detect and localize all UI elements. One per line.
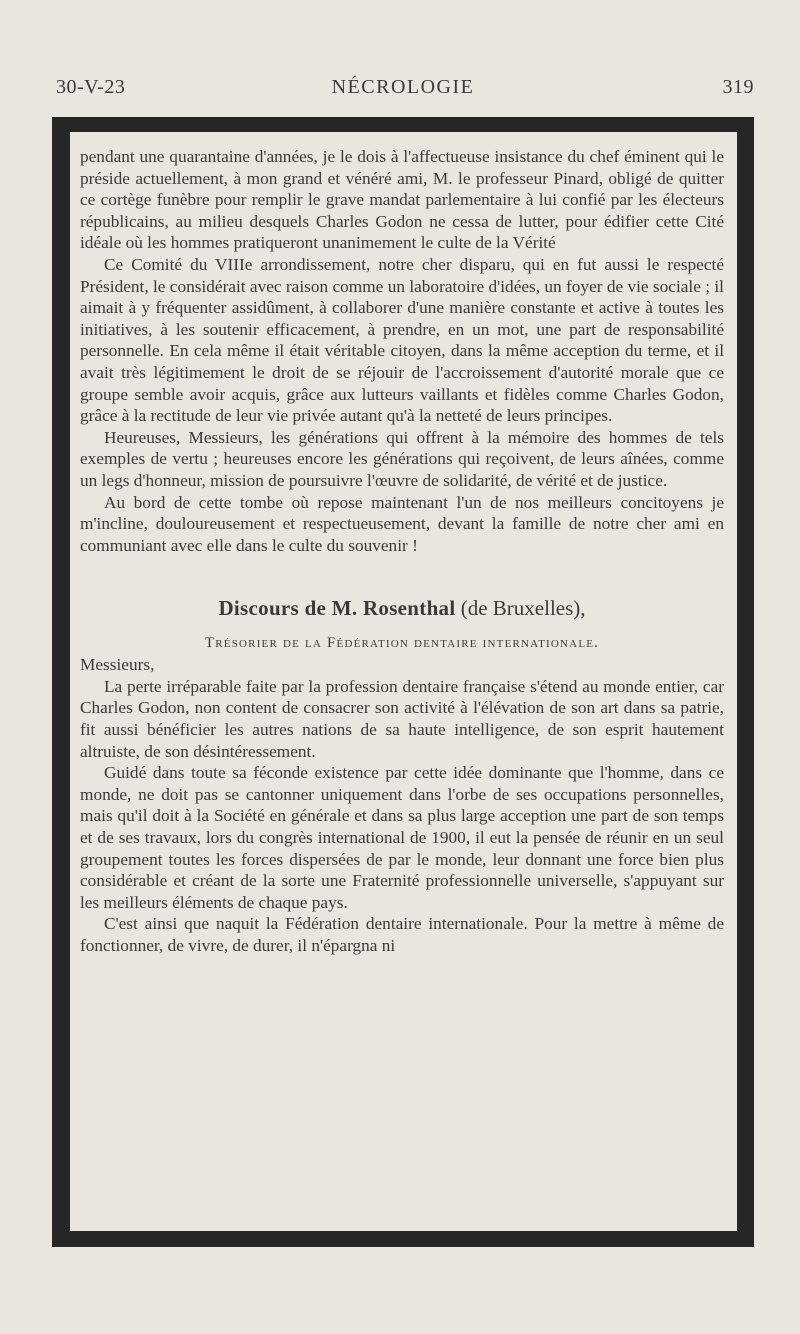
paragraph: Guidé dans toute sa féconde existence par cette idée dominante que l'homme, dans ce monde, ne doit pas se cantonner uniquement dans l'orbe de ses occupations personnelles, mais qu'il doit à la Société en générale et dans sa plus large acception une part de son temps et de ses travaux, lors du congrès international de 1900, il eut la pensée de réunir en un seul groupement toutes les forces dispersées de par le monde, leur donnant une force bien plus considérable et créant de la sorte une Fraternité professionnelle universelle, s'appuyant sur les meilleurs éléments de chaque pays. [80,763,724,912]
paragraph: Heureuses, Messieurs, les générations qui offrent à la mémoire des hommes de tels exemples de vertu ; heureuses encore les générations qui reçoivent, de leurs aînées, comme un legs d'honneur, mission de poursuivre l'œuvre de solidarité, de vérité et de justice. [80,427,724,490]
header-date: 30-V-23 [56,76,126,98]
speech-heading-name: Discours de M. Rosenthal [218,596,456,621]
running-header [52,76,754,106]
speaker-role: Trésorier de la Fédération dentaire internationale. [204,635,600,652]
speech-heading [80,594,724,622]
article-body [80,146,724,957]
paragraph: pendant une quarantaine d'années, je le dois à l'affectueuse insistance du chef éminent qui le préside actuellement, à mon grand et vénéré ami, M. le professeur Pinard, obligé de quitter ce cortège funèbre pour remplir le grave mandat parlementaire à lui confié par les électeurs républicains, au milieu desquels Charles Godon ne cessa de lutter, pour édifier cette Cité idéale où les hommes pratiqueront unanimement le culte de la Vérité [80,147,724,253]
page-number: 319 [722,76,754,98]
speech-subheading [80,632,724,654]
paragraph: La perte irréparable faite par la profession dentaire française s'étend au monde entier, car Charles Godon, non content de consacrer son activité à l'élévation de son art dans sa patrie, fit aussi bénéficier les autres nations de sa haute intelligence, de son esprit hautement altruiste, de son désintéressement. [80,676,724,761]
header-section-title: NÉCROLOGIE [331,76,475,98]
paragraph: Ce Comité du VIIIe arrondissement, notre cher disparu, qui en fut aussi le respecté Président, le considérait avec raison comme un laboratoire d'idées, un foyer de vie sociale ; il aimait à y fréquenter assidûment, à collaborer d'une manière constante et active à toutes les initiatives, à les soutenir efficacement, à prendre, en un mot, une part de responsabilité personnelle. En cela même il était véritable citoyen, dans la même acception du terme, et il avait très légitimement le droit de se réjouir de l'accroissement d'autorité morale que ce groupe semble avoir acquis, grâce aux lutteurs vaillants et fidèles comme Charles Godon, grâce à la rectitude de leur vie privée autant qu'à la netteté de leurs principes. [80,254,724,426]
paragraph: C'est ainsi que naquit la Fédération dentaire internationale. Pour la mettre à même de fonctionner, de vivre, de durer, il n'épargna ni [80,914,724,955]
paragraph: Au bord de cette tombe où repose maintenant l'un de nos meilleurs concitoyens je m'incline, douloureusement et respectueusement, devant la famille de notre cher ami en communiant avec elle dans le culte du souvenir ! [80,492,724,555]
salutation: Messieurs, [80,655,155,675]
speech-heading-origin: (de Bruxelles), [455,596,586,621]
